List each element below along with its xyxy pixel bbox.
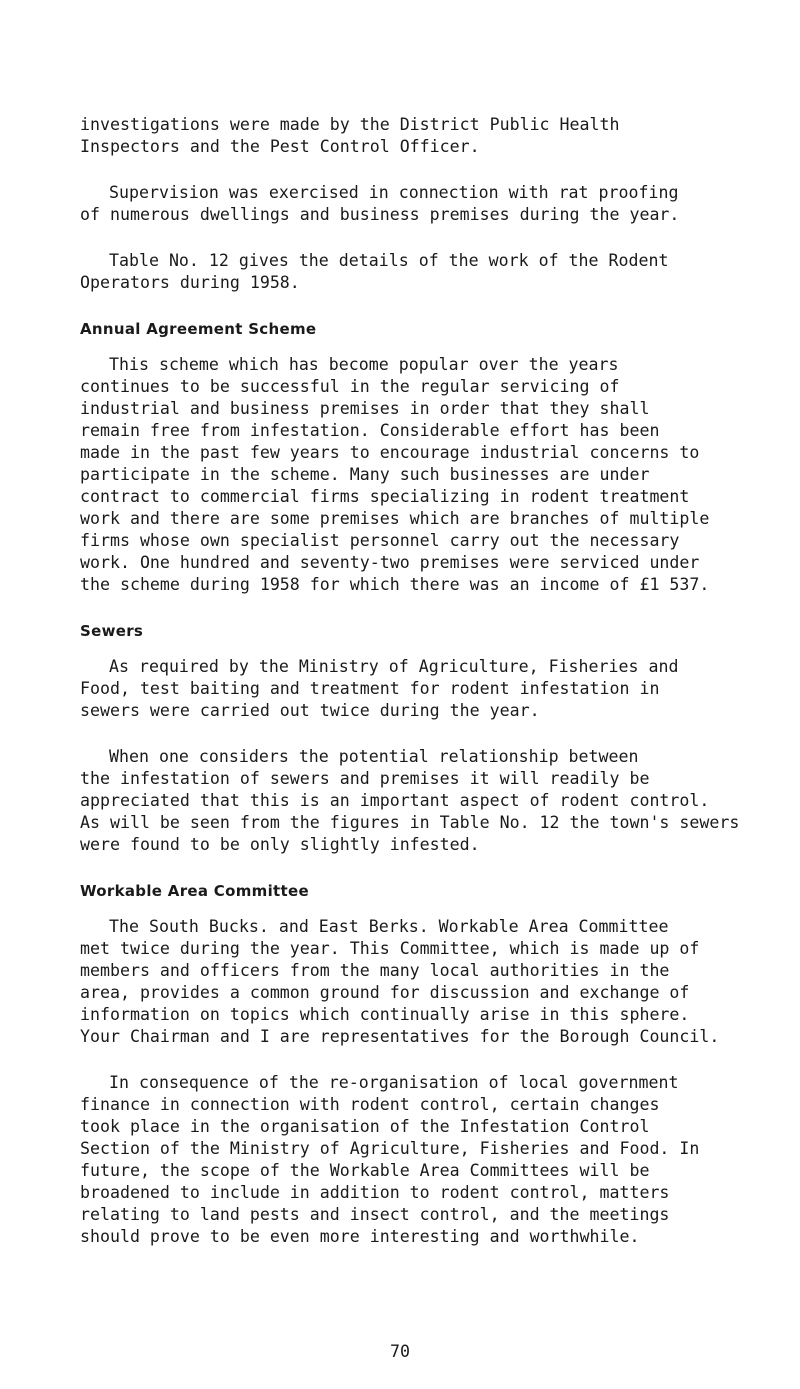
text-line: took place in the organisation of the Infestation Control <box>80 1117 650 1136</box>
paragraph <box>80 916 795 1048</box>
text-line: industrial and business premises in order that they shall <box>80 399 650 418</box>
text-line: members and officers from the many local authorities in the <box>80 961 670 980</box>
text-line: Section of the Ministry of Agriculture, Fisheries and Food. In <box>80 1139 700 1158</box>
text-line: appreciated that this is an important aspect of rodent control. <box>80 791 710 810</box>
text-line: Inspectors and the Pest Control Officer. <box>80 137 480 156</box>
text-line: When one considers the potential relationship between <box>109 747 639 766</box>
text-line: remain free from infestation. Considerable effort has been <box>80 421 660 440</box>
text-line: In consequence of the re-organisation of local government <box>109 1073 679 1092</box>
text-line: area, provides a common ground for discussion and exchange of <box>80 983 690 1002</box>
text-line: work and there are some premises which are branches of multiple <box>80 509 710 528</box>
text-line: made in the past few years to encourage industrial concerns to <box>80 443 700 462</box>
text-line: Food, test baiting and treatment for rodent infestation in <box>80 679 660 698</box>
text-line: relating to land pests and insect control, and the meetings <box>80 1205 670 1224</box>
text-line: contract to commercial firms specializing in rodent treatment <box>80 487 690 506</box>
section-heading: Annual Agreement Scheme <box>80 320 317 338</box>
text-line: information on topics which continually arise in this sphere. <box>80 1005 690 1024</box>
text-line: The South Bucks. and East Berks. Workable Area Committee <box>109 917 669 936</box>
text-line: met twice during the year. This Committee, which is made up of <box>80 939 700 958</box>
paragraph <box>80 182 795 226</box>
text-line: Table No. 12 gives the details of the work of the Rodent <box>109 251 669 270</box>
text-line: the scheme during 1958 for which there was an income of £1 537. <box>80 575 710 594</box>
text-line: finance in connection with rodent control, certain changes <box>80 1095 660 1114</box>
paragraph <box>80 250 795 294</box>
section-heading: Workable Area Committee <box>80 882 309 900</box>
paragraph <box>80 746 795 856</box>
text-line: work. One hundred and seventy-two premises were serviced under <box>80 553 700 572</box>
paragraph <box>80 354 795 596</box>
text-line: continues to be successful in the regular servicing of <box>80 377 620 396</box>
text-line: As required by the Ministry of Agriculture, Fisheries and <box>109 657 679 676</box>
text-line: Operators during 1958. <box>80 273 300 292</box>
text-line: future, the scope of the Workable Area Committees will be <box>80 1161 650 1180</box>
text-line: participate in the scheme. Many such businesses are under <box>80 465 650 484</box>
text-line: broadened to include in addition to rodent control, matters <box>80 1183 670 1202</box>
paragraph <box>80 656 795 722</box>
text-line: investigations were made by the District Public Health <box>80 115 620 134</box>
text-line: This scheme which has become popular over the years <box>109 355 619 374</box>
text-line: should prove to be even more interesting and worthwhile. <box>80 1227 640 1246</box>
page-number: 70 <box>390 1342 410 1361</box>
text-line: As will be seen from the figures in Table No. 12 the town's sewers <box>80 813 740 832</box>
section-heading: Sewers <box>80 622 144 640</box>
document-body <box>80 114 795 1248</box>
text-line: of numerous dwellings and business premises during the year. <box>80 205 680 224</box>
paragraph <box>80 114 795 158</box>
text-line: Your Chairman and I are representatives for the Borough Council. <box>80 1027 720 1046</box>
text-line: firms whose own specialist personnel carry out the necessary <box>80 531 680 550</box>
text-line: the infestation of sewers and premises it will readily be <box>80 769 650 788</box>
text-line: sewers were carried out twice during the year. <box>80 701 540 720</box>
paragraph <box>80 1072 795 1248</box>
text-line: were found to be only slightly infested. <box>80 835 480 854</box>
text-line: Supervision was exercised in connection with rat proofing <box>109 183 679 202</box>
